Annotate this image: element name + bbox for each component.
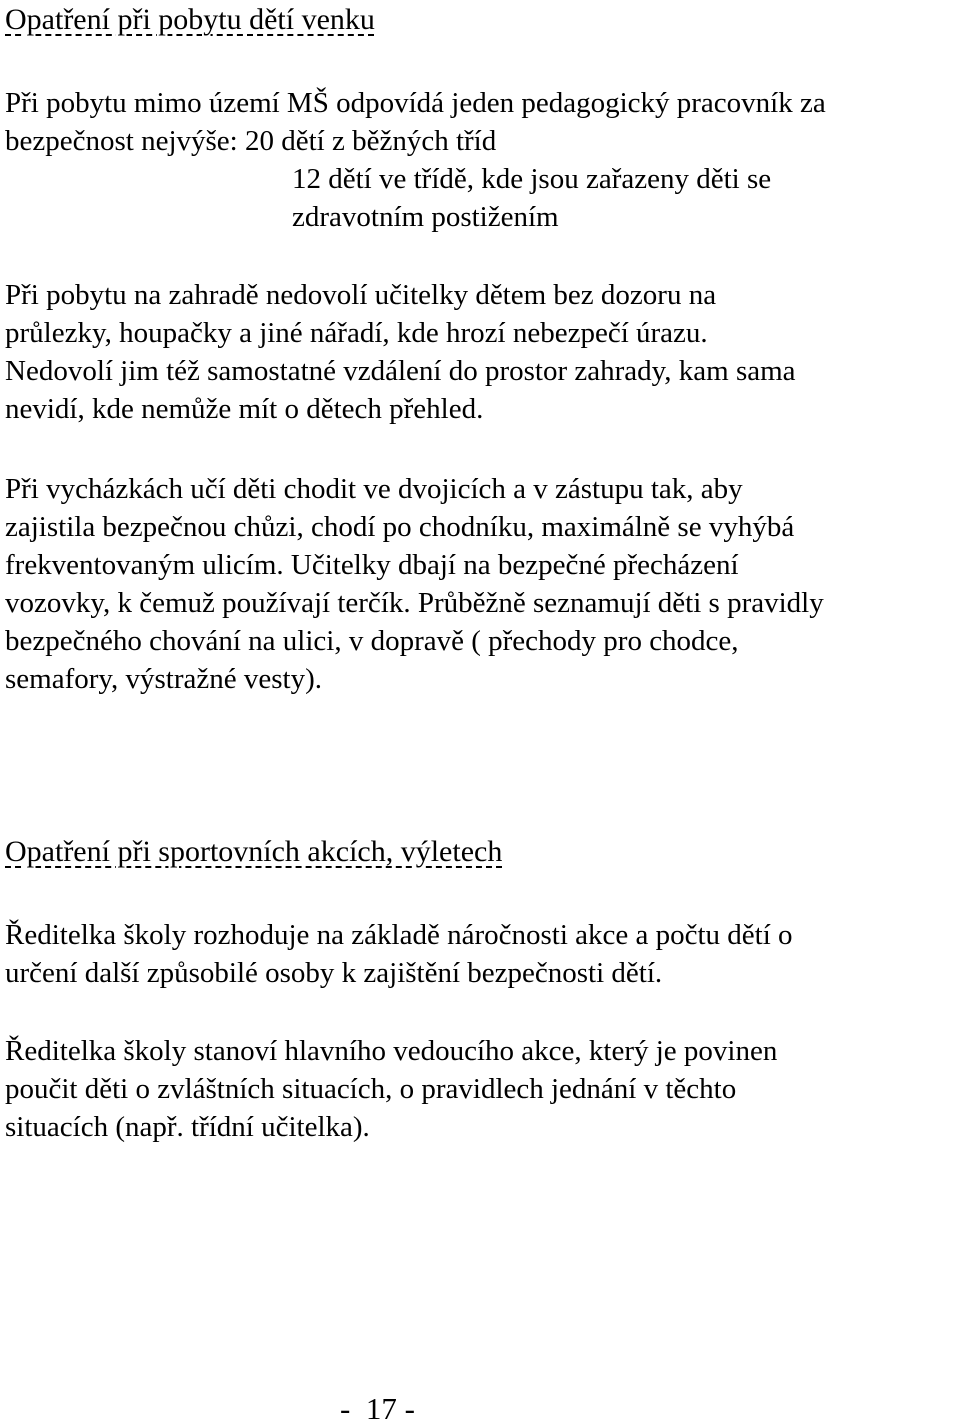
text-line: zdravotním postižením <box>292 201 559 233</box>
text-line: bezpečného chování na ulici, v dopravě ( přechody pro chodce, <box>5 625 739 657</box>
text-line: poučit děti o zvláštních situacích, o pravidlech jednání v těchto <box>5 1073 737 1105</box>
section-heading-outdoor: Opatření při pobytu dětí venku <box>5 3 375 36</box>
paragraph-walks <box>5 470 960 698</box>
text-line: určení další způsobilé osoby k zajištění bezpečnosti dětí. <box>5 957 663 989</box>
paragraph-garden <box>5 276 960 428</box>
text-line: nevidí, kde nemůže mít o dětech přehled. <box>5 393 484 425</box>
text-line: situacích (např. třídní učitelka). <box>5 1111 370 1143</box>
text-line: Nedovolí jim též samostatné vzdálení do prostor zahrady, kam sama <box>5 355 796 387</box>
paragraph-leader-appointed <box>5 1032 960 1146</box>
text-line: Ředitelka školy rozhoduje na základě náročnosti akce a počtu dětí o <box>5 919 793 951</box>
text-line: semafory, výstražné vesty). <box>5 663 323 695</box>
page-number: - 17 - <box>340 1391 415 1426</box>
paragraph-director-decides <box>5 916 960 992</box>
text-line: 12 dětí ve třídě, kde jsou zařazeny děti se <box>292 163 772 195</box>
text-line: Při vycházkách učí děti chodit ve dvojicích a v zástupu tak, aby <box>5 473 743 505</box>
text-line: vozovky, k čemuž používají terčík. Průběžně seznamují děti s pravidly <box>5 587 824 619</box>
text-line: Při pobytu mimo území MŠ odpovídá jeden pedagogický pracovník za <box>5 87 826 119</box>
text-line: bezpečnost nejvýše: 20 dětí z běžných tříd <box>5 125 497 157</box>
text-line: Při pobytu na zahradě nedovolí učitelky dětem bez dozoru na <box>5 279 717 311</box>
text-line: zajistila bezpečnou chůzi, chodí po chodníku, maximálně se vyhýbá <box>5 511 795 543</box>
section-heading-sports-trips: Opatření při sportovních akcích, výletech <box>5 835 503 868</box>
paragraph-supervision-ratio <box>5 84 960 236</box>
text-line: průlezky, houpačky a jiné nářadí, kde hrozí nebezpečí úrazu. <box>5 317 708 349</box>
text-line: Ředitelka školy stanoví hlavního vedoucího akce, který je povinen <box>5 1035 778 1067</box>
text-line: frekventovaným ulicím. Učitelky dbají na bezpečné přecházení <box>5 549 739 581</box>
